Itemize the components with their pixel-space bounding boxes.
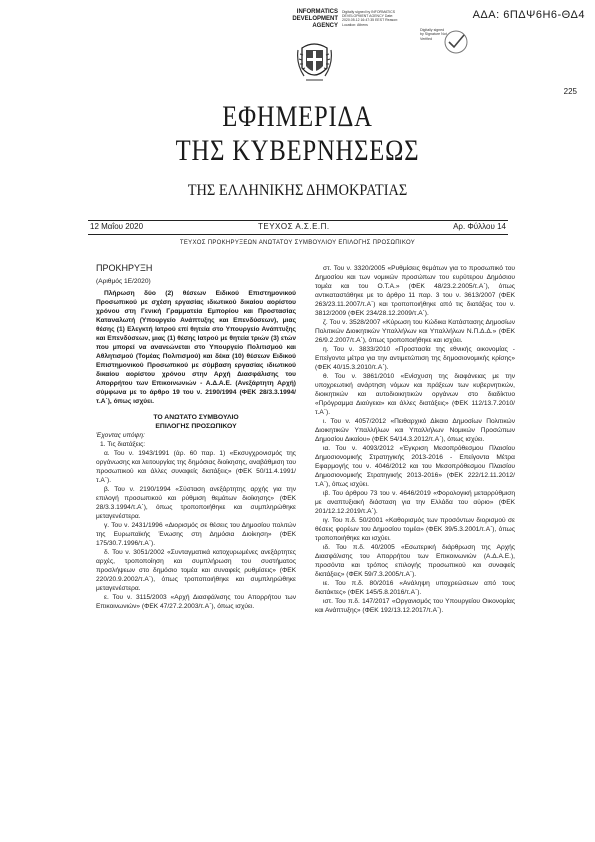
infodev-line-3: AGENCY (312, 23, 338, 29)
list-item: ε. Του ν. 3115/2003 «Αρχή Διασφάλισης του Απορρήτου των Επικοινωνιών» (ΦΕΚ 47/27.2.2003/τ.Α΄), όπως ισχύει. (96, 594, 296, 610)
list-item: ιστ. Του π.δ. 147/2017 «Οργανισμός του Υπουργείου Οικονομίας και Ανάπτυξης» (ΦΕΚ 192/13.12.2017/τ.Α΄). (315, 598, 515, 614)
list-item: ιβ. Του άρθρου 73 του ν. 4646/2019 «Φορολογική μεταρρύθμιση με αναπτυξιακή διάσταση για την Ελλάδα του αύριο» (ΦΕΚ 201/12.12.2019/τ.Α΄). (315, 490, 515, 515)
list-item: ι. Του ν. 4057/2012 «Πειθαρχικό Δίκαιο Δημοσίων Πολιτικών Διοικητικών Υπαλλήλων και Υπαλλήλων Νομικών Προσώπων Δημοσίου Δικαίου» (ΦΕΚ 54/14.3.2012/τ.Α΄), όπως ισχύει. (315, 418, 515, 443)
notice-number: (Αριθμός 1Ε/2020) (96, 278, 151, 285)
list-item: θ. Του ν. 3861/2010 «Ενίσχυση της διαφάνειας με την υποχρεωτική ανάρτηση νόμων και πράξεων των κυβερνητικών, διοικητικών και αυτοδιοικητικών οργάνων στο διαδίκτυο «Πρόγραμμα Διαύγεια» και άλλες διατάξεις» (ΦΕΚ 112/13.7.2010/τ.Α΄). (315, 373, 515, 416)
list-item: η. Του ν. 3833/2010 «Προστασία της εθνικής οικονομίας - Επείγοντα μέτρα για την αντιμετώπιση της δημοσιονομικής κρίσης» (ΦΕΚ 40/15.3.2010/τ.Α΄). (315, 346, 515, 371)
list-item: στ. Του ν. 3320/2005 «Ρυθμίσεις θεμάτων για το προσωπικό του Δημοσίου και των νομικών προσώπων του ευρύτερου Δημόσιου τομέα και του Ο.Τ.Α.» (ΦΕΚ 48/23.2.2005/τ.Α΄), όπως αντικαταστάθηκε με το άρθρο 11 παρ. 3 του ν. 3613/2007 (ΦΕΚ 263/23.11.2007/τ.Α΄) και τροποποιήθηκε από τις διατάξεις του ν. 3812/2009 (ΦΕΚ 234/28.12.2009/τ.Α΄). (315, 265, 515, 317)
list-item: ιδ. Του π.δ. 40/2005 «Εσωτερική διάρθρωση της Αρχής Διασφάλισης του Απορρήτου των Επικοινωνιών (Α.Δ.Α.Ε.), προσόντα και τρόπος επιλογής προσωπικού και συναφείς διατάξεις» (ΦΕΚ 59/7.3.2005/τ.Α΄). (315, 544, 515, 578)
masthead-title-line1: ΕΦΗΜΕΡΙΔΑ (222, 100, 373, 133)
masthead-title-line2: ΤΗΣ ΚΥΒΕΡΝΗΣΕΩΣ (175, 134, 420, 167)
issue-series: ΤΕΥΧΟΣ Α.Σ.Ε.Π. (258, 222, 330, 231)
divider-bottom (88, 234, 508, 235)
list-item: δ. Του ν. 3051/2002 «Συνταγματικά κατοχυρωμένες ανεξάρτητες αρχές, τροποποίηση και συμπλήρωση του συστήματος προσλήψεων στο δημόσιο τομέα και συναφείς ρυθμίσεις» (ΦΕΚ 220/20.9.2002/τ.Α΄), όπως τροποποιήθηκε και συμπληρώθηκε μεταγενέστερα. (96, 549, 296, 592)
right-column (315, 264, 515, 615)
signature-stamp (420, 26, 470, 64)
ada-code: ΑΔΑ: 6ΠΔΨ6Η6-ΘΔ4 (472, 9, 585, 21)
infodev-line-1: INFORMATICS (296, 9, 338, 15)
coat-of-arms-icon (296, 38, 333, 86)
masthead-subtitle: ΤΗΣ ΕΛΛΗΝΙΚΗΣ ΔΗΜΟΚΡΑΤΙΑΣ (187, 182, 408, 199)
provisions-label: 1. Τις διατάξεις: (100, 441, 146, 448)
digital-signature-text: Digitally signed by INFORMATICS DEVELOPMENT AGENCY Date: 2020.05.12 16:47:35 EEST Reason: Location: Athens (342, 10, 399, 27)
infodev-line-2: DEVELOPMENT (292, 16, 338, 22)
list-item: γ. Του ν. 2431/1996 «Διορισμός σε θέσεις του Δημοσίου πολιτών της Ευρωπαϊκής Ένωσης στη Δημόσια Διοίκηση» (ΦΕΚ 175/30.7.1996/τ.Α΄). (96, 522, 296, 547)
considering-label: Έχοντας υπόψη: (96, 432, 145, 439)
notice-summary: Πλήρωση δύο (2) θέσεων Ειδικού Επιστημονικού Προσωπικού με σχέση εργασίας ιδιωτικού δικαίου αορίστου χρόνου στη Γενική Γραμματεία Εμπορίου και Προστασίας Καταναλωτή (Υπουργείο Ανάπτυξης και Επενδύσεων), μιας θέσης (1) Ελεγκτή Ιατρού επί θητεία στο Υπουργείο Ανάπτυξης και Επενδύσεων, μιας (1) θέσης Ιατρού με θητεία τριών (3) ετών που μπορεί να ανανεώνεται στο Υπουργείο Πολιτισμού και Αθλητισμού (Τομέας Πολιτισμού) και δέκα (10) θέσεων Ειδικού Επιστημονικού Προσωπικού με σύμβαση εργασίας ιδιωτικού δικαίου αορίστου χρόνου στην Αρχή Διασφάλισης του Απορρήτου των Επικοινωνιών - Α.Δ.Α.Ε. (Ανεξάρτητη Αρχή) σύμφωνα με το άρθρο 19 του ν. 2190/1994 (ΦΕΚ 28/3.3.1994/τ.Α΄), όπως ισχύει. (96, 290, 296, 405)
issue-subtitle: ΤΕΥΧΟΣ ΠΡΟΚΗΡΥΞΕΩΝ ΑΝΩΤΑΤΟΥ ΣΥΜΒΟΥΛΙΟΥ ΕΠΙΛΟΓΗΣ ΠΡΟΣΩΠΙΚΟΥ (179, 240, 416, 246)
list-item: α. Του ν. 1943/1991 (άρ. 60 παρ. 1) «Εκσυγχρονισμός της οργάνωσης και λειτουργίας της δημόσιας διοίκησης, αναβάθμιση του προσωπικού και άλλες συναφείς διατάξεις» (ΦΕΚ 50/11.4.1991/τ.Α΄). (96, 450, 296, 484)
list-item: ιε. Του π.δ. 80/2016 «Ανάληψη υποχρεώσεων από τους διατάκτες» (ΦΕΚ 145/5.8.2016/τ.Α΄). (315, 580, 515, 596)
informatics-logo-text (258, 9, 338, 30)
council-title-2: ΕΠΙΛΟΓΗΣ ΠΡΟΣΩΠΙΚΟΥ (155, 423, 237, 430)
issue-bar (88, 222, 508, 234)
signature-stamp-text: Digitally signed by Signature Not Verified (420, 28, 447, 41)
page-number: 225 (563, 87, 577, 96)
divider-top (88, 220, 508, 221)
issue-date: 12 Μαΐου 2020 (90, 222, 144, 231)
list-item: ια. Του ν. 4093/2012 «Έγκριση Μεσοπρόθεσμου Πλαισίου Δημοσιονομικής Στρατηγικής 2013-2016 - Επείγοντα Μέτρα Εφαρμογής του ν. 4046/2012 και του Μεσοπρόθεσμου Πλαισίου Δημοσιονομικής Στρατηγικής 2013-2016» (ΦΕΚ 222/12.11.2012/τ.Α΄), όπως ισχύει. (315, 445, 515, 488)
list-item: β. Του ν. 2190/1994 «Σύσταση ανεξάρτητης αρχής για την επιλογή προσωπικού και ρύθμιση θεμάτων διοίκησης» (ΦΕΚ 28/3.3.1994/τ.Α΄), όπως τροποποιήθηκε και συμπληρώθηκε μεταγενέστερα. (96, 486, 296, 520)
left-column (96, 264, 296, 611)
list-item: ιγ. Του π.δ. 50/2001 «Καθορισμός των προσόντων διορισμού σε θέσεις φορέων του Δημοσίου τομέα» (ΦΕΚ 39/5.3.2001/τ.Α΄), όπως τροποποιήθηκε και ισχύει. (315, 517, 515, 542)
council-title-1: ΤΟ ΑΝΩΤΑΤΟ ΣΥΜΒΟΥΛΙΟ (153, 414, 239, 421)
notice-heading: ΠΡΟΚΗΡΥΞΗ (96, 263, 153, 273)
list-item: ζ. Του ν. 3528/2007 «Κύρωση του Κώδικα Κατάστασης Δημοσίων Πολιτικών Διοικητικών Υπαλλήλων και Υπαλλήλων Ν.Π.Δ.Δ.» (ΦΕΚ 26/9.2.2007/τ.Α΄), όπως τροποποιήθηκε και ισχύει. (315, 319, 515, 344)
sheet-number: Αρ. Φύλλου 14 (453, 222, 506, 231)
